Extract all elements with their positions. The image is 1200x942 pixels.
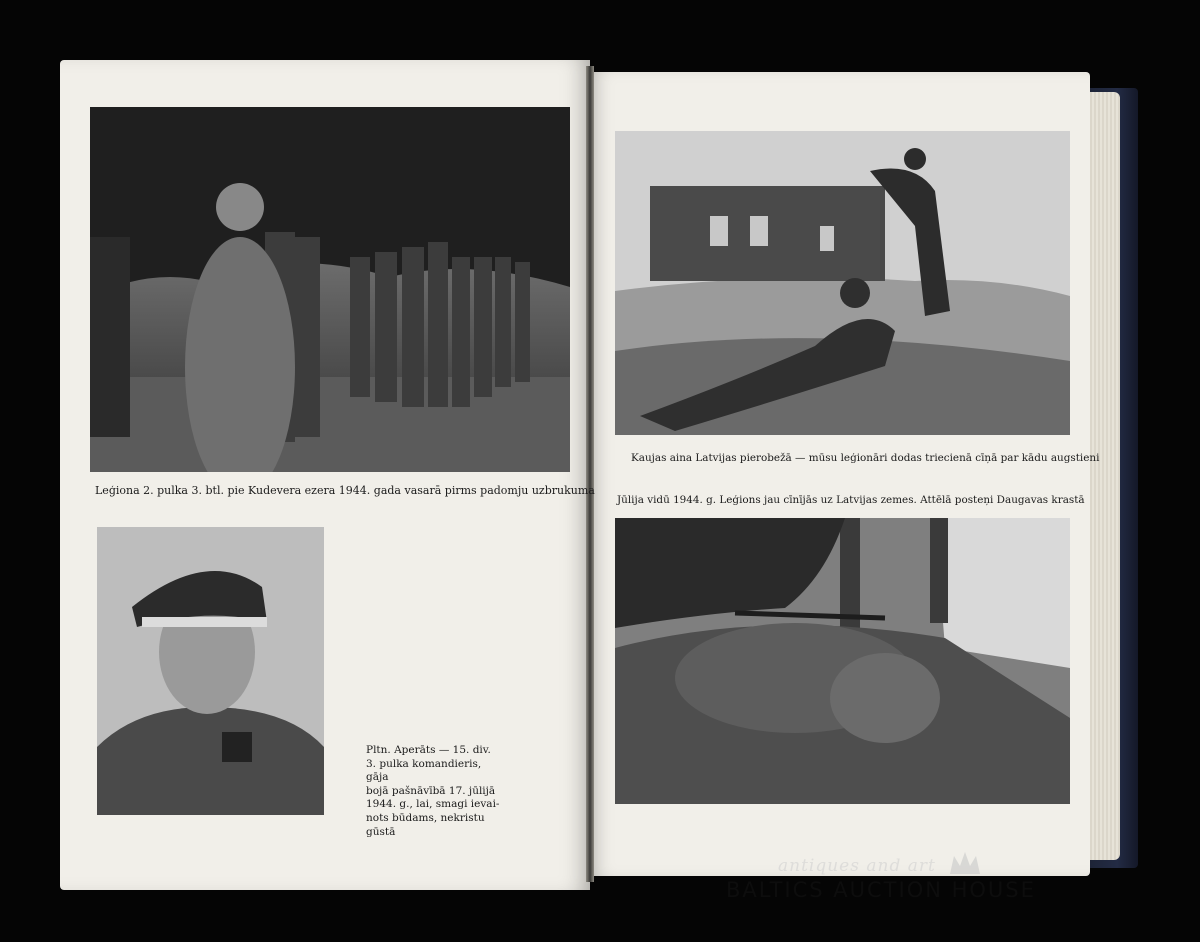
watermark-line2: BALTICS AUCTION HOUSE bbox=[726, 878, 1036, 902]
crown-icon bbox=[948, 850, 982, 878]
caption-daugava: Jūlija vidū 1944. g. Leģions jau cīnījās uz Latvijas zemes. Attēlā posteņi Daugavas krastā bbox=[617, 494, 1085, 506]
caption-portrait bbox=[366, 744, 500, 839]
battle-scene-photo bbox=[615, 131, 1070, 435]
officer-portrait-photo bbox=[97, 527, 324, 815]
caption-portrait-line: nots būdams, nekristu gūstā bbox=[366, 811, 485, 838]
auction-house-watermark bbox=[720, 850, 1140, 920]
caption-portrait-line: 1944. g., lai, smagi ievai- bbox=[366, 798, 500, 811]
caption-portrait-line: bojā pašnāvībā 17. jūlijā bbox=[366, 784, 496, 797]
caption-portrait-line: 3. pulka komandieris, gāja bbox=[366, 757, 482, 784]
caption-soldiers: Leģiona 2. pulka 3. btl. pie Kudevera ezera 1944. gada vasarā pirms padomju uzbrukuma bbox=[95, 484, 595, 497]
watermark-line1: antiques and art bbox=[778, 856, 936, 876]
machine-gun-post-photo bbox=[615, 518, 1070, 804]
caption-portrait-line: Pltn. Aperāts — 15. div. bbox=[366, 744, 491, 756]
soldiers-lined-up-photo bbox=[90, 107, 570, 472]
caption-battle: Kaujas aina Latvijas pierobežā — mūsu leģionāri dodas triecienā cīņā par kādu augstieni bbox=[631, 452, 1100, 464]
book-gutter bbox=[586, 66, 594, 882]
